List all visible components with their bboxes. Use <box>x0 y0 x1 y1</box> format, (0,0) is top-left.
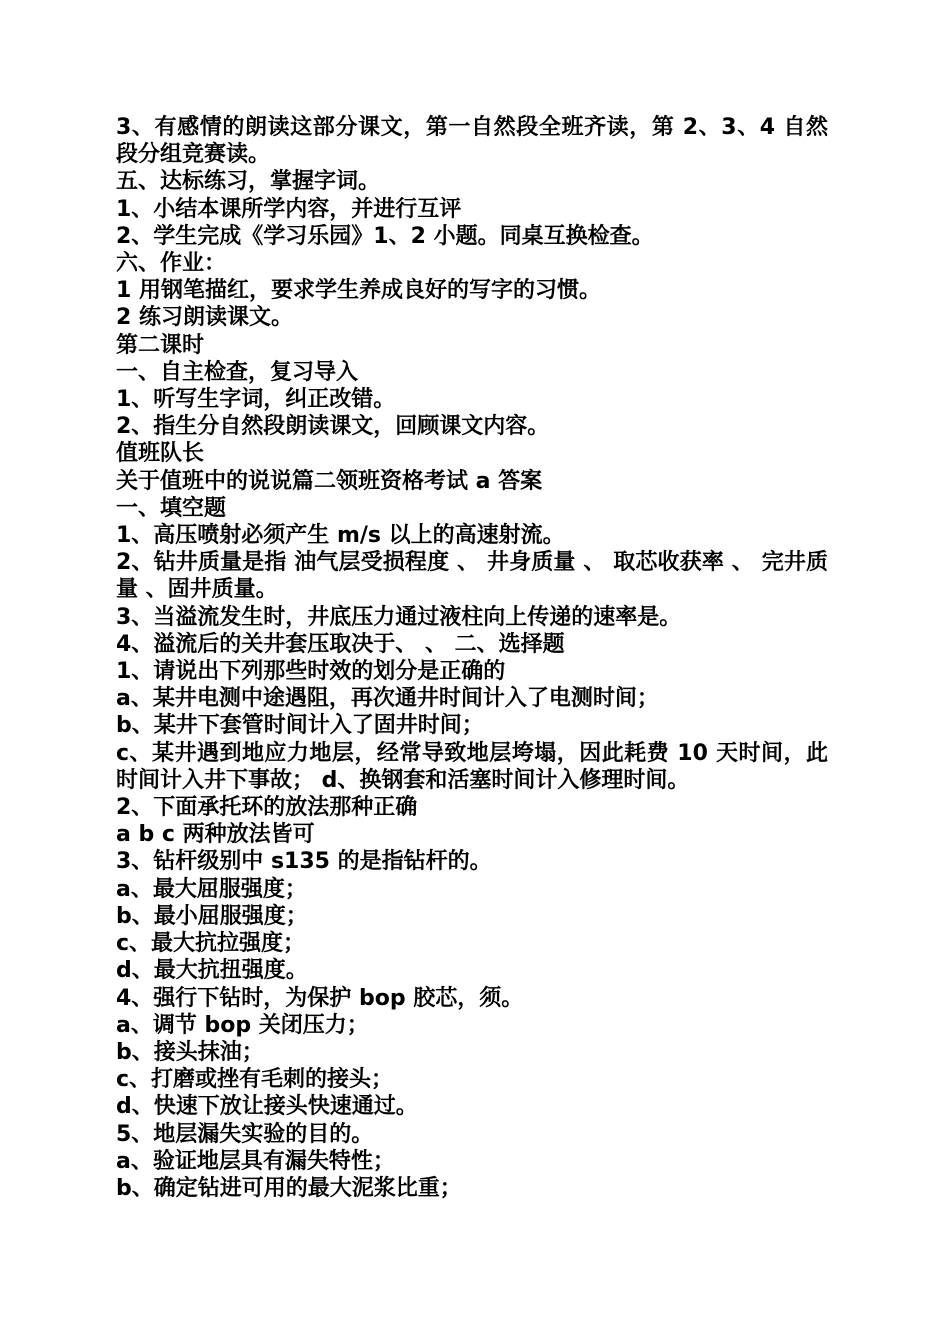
paragraph: 2、指生分自然段朗读课文，回顾课文内容。 <box>116 414 550 440</box>
section-heading: 值班队长 <box>116 441 205 467</box>
paragraph: 1、请说出下列那些时效的划分是正确的 <box>116 659 506 685</box>
document-body <box>116 114 828 1202</box>
paragraph: a、某井电测中途遇阻，再次通井时间计入了电测时间； <box>116 686 659 712</box>
paragraph: b、某井下套管时间计入了固井时间； <box>116 713 484 739</box>
paragraph: 六、作业： <box>116 251 227 277</box>
paragraph: b、接头抹油； <box>116 1039 264 1065</box>
paragraph: 2 练习朗读课文。 <box>116 305 293 331</box>
paragraph: b、确定钻进可用的最大泥浆比重； <box>116 1175 462 1201</box>
paragraph: a、验证地层具有漏失特性； <box>116 1148 395 1174</box>
paragraph: 4、溢流后的关井套压取决于、 、 二、选择题 <box>116 631 565 657</box>
paragraph: c、某井遇到地应力地层，经常导致地层垮塌，因此耗费 10 天时间，此时间计入井下事故； d、换钢套和活塞时间计入修理时间。 <box>116 740 828 793</box>
paragraph: 2、下面承托环的放法那种正确 <box>116 795 418 821</box>
paragraph: c、最大抗拉强度； <box>116 931 306 957</box>
paragraph: 3、有感情的朗读这部分课文，第一自然段全班齐读，第 2、3、4 自然段分组竞赛读。 <box>116 115 828 168</box>
paragraph: 2、学生完成《学习乐园》1、2 小题。同桌互换检查。 <box>116 223 654 249</box>
paragraph: 一、自主检查，复习导入 <box>116 359 359 385</box>
section-heading: 关于值班中的说说篇二领班资格考试 a 答案 <box>116 468 543 494</box>
paragraph: 5、地层漏失实验的目的。 <box>116 1121 374 1147</box>
paragraph: b、最小屈服强度； <box>116 903 308 929</box>
paragraph: a b c 两种放法皆可 <box>116 822 315 848</box>
paragraph: a、最大屈服强度； <box>116 876 307 902</box>
section-heading: 第二课时 <box>116 332 205 358</box>
paragraph: d、最大抗扭强度。 <box>116 958 308 984</box>
paragraph: 3、当溢流发生时，井底压力通过液柱向上传递的速率是。 <box>116 604 682 630</box>
paragraph: c、打磨或挫有毛刺的接头； <box>116 1067 394 1093</box>
paragraph: 2、钻井质量是指 油气层受损程度 、 井身质量 、 取芯收获率 、 完井质量 、固井质量。 <box>116 550 828 603</box>
paragraph: 3、钻杆级别中 s135 的是指钻杆的。 <box>116 849 492 875</box>
paragraph: d、快速下放让接头快速通过。 <box>116 1094 418 1120</box>
paragraph: 1、小结本课所学内容，并进行互评 <box>116 196 462 222</box>
paragraph: a、调节 bop 关闭压力； <box>116 1012 369 1038</box>
paragraph: 1 用钢笔描红，要求学生养成良好的写字的习惯。 <box>116 278 601 304</box>
paragraph: 4、强行下钻时，为保护 bop 胶芯，须。 <box>116 985 524 1011</box>
paragraph: 一、填空题 <box>116 495 227 521</box>
paragraph: 1、高压喷射必须产生 m/s 以上的高速射流。 <box>116 523 565 549</box>
paragraph: 1、听写生字词，纠正改错。 <box>116 387 396 413</box>
paragraph: 五、达标练习，掌握字词。 <box>116 169 381 195</box>
